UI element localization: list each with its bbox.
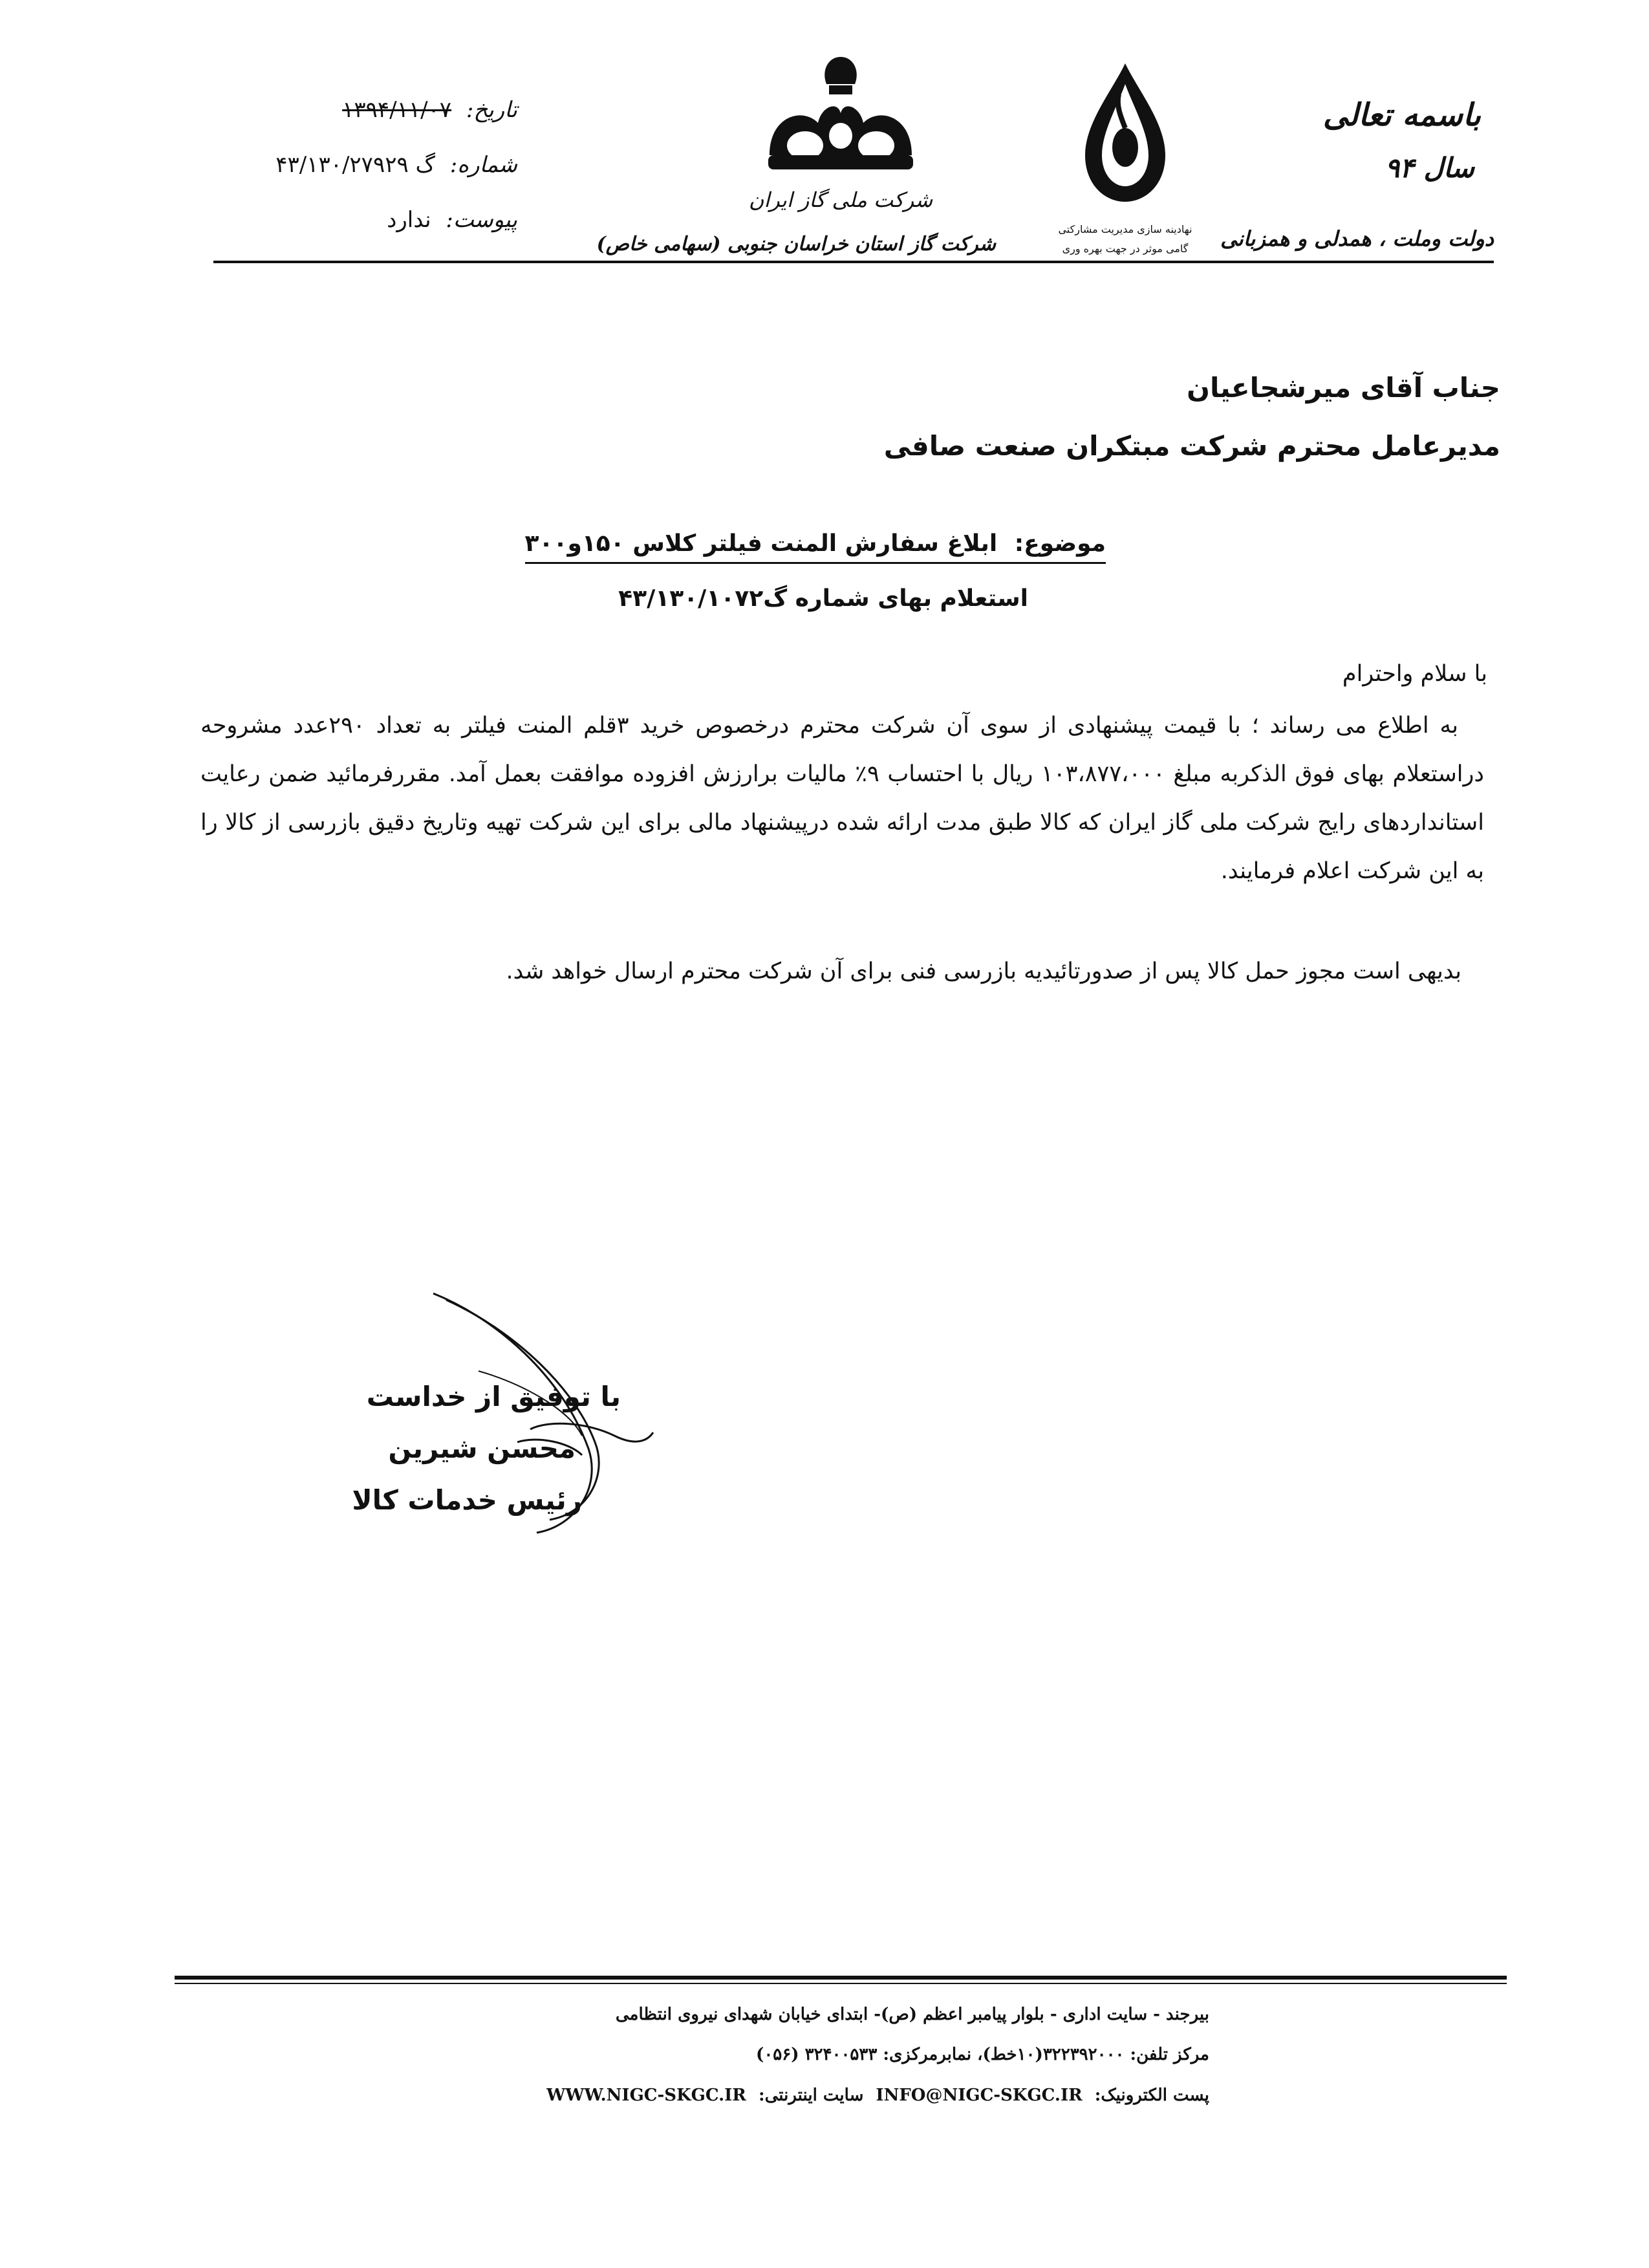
greeting: با سلام واحترام	[1342, 661, 1487, 687]
drop-logo	[1073, 58, 1177, 207]
attachment-value: ندارد	[387, 207, 431, 233]
footer-contact	[546, 2086, 1209, 2105]
motto-block	[1220, 97, 1494, 265]
date-value: ۱۳۹۴/۱۱/۰۷	[342, 97, 452, 123]
addressee-title: مدیرعامل محترم شرکت مبتکران صنعت صافی	[883, 430, 1500, 462]
subject-reference: استعلام بهای شماره گ۴۳/۱۳۰/۱۰۷۲	[618, 585, 1028, 612]
nigc-logo	[757, 52, 925, 181]
body-paragraph-1	[200, 702, 1484, 896]
addressee-name: جناب آقای میرشجاعیان	[1187, 372, 1500, 404]
motto-line-3: دولت وملت ، همدلی و همزبانی	[1220, 226, 1494, 251]
motto-line-2: سال ۹۴	[1385, 152, 1474, 184]
date-row	[342, 97, 517, 123]
subject-label: موضوع:	[1014, 530, 1106, 557]
header-divider	[213, 261, 1494, 263]
drop-logo-caption-2: گامی موثر در جهت بهره وری	[1062, 243, 1189, 255]
number-value: گ ۴۳/۱۳۰/۲۷۹۲۹	[275, 152, 435, 178]
footer-email[interactable]: INFO@NIGC-SKGC.IR	[876, 2086, 1083, 2105]
company-name-2: شرکت گاز استان خراسان جنوبی (سهامی خاص)	[596, 233, 996, 255]
footer-website[interactable]: WWW.NIGC-SKGC.IR	[546, 2086, 746, 2105]
subject-text: ابلاغ سفارش المنت فیلتر کلاس ۱۵۰و۳۰۰	[524, 530, 998, 557]
drop-logo-icon	[1073, 58, 1177, 207]
footer-phones: مرکز تلفن: ۳۲۲۳۹۲۰۰۰(۱۰خط)، نمابرمرکزی: ۳۲۴۰۰۵۳۳ (۰۵۶)	[756, 2045, 1209, 2064]
subject-line	[525, 530, 1106, 564]
signature-line-3: رئیس خدمات کالا	[352, 1484, 582, 1516]
footer-address: بیرجند - سایت اداری - بلوار پیامبر اعظم (ص)- ابتدای خیابان شهدای نیروی انتظامی	[615, 2005, 1209, 2024]
footer-rule-thin	[175, 1983, 1507, 1984]
nigc-logo-icon	[757, 52, 925, 181]
body-paragraph-2: بدیهی است مجوز حمل کالا پس از صدورتائیدیه بازرسی فنی برای آن شرکت محترم ارسال خواهد شد.	[506, 958, 1461, 984]
number-row	[275, 152, 517, 178]
signature-line-1: با توفیق از خداست	[366, 1381, 621, 1412]
footer-email-label: پست الکترونیک:	[1094, 2086, 1209, 2105]
footer-rule	[175, 1976, 1507, 1980]
attachment-label: پیوست:	[446, 207, 517, 233]
drop-logo-caption-1: نهادینه سازی مدیریت مشارکتی	[1058, 223, 1192, 235]
footer-website-label: سایت اینترنتی:	[758, 2086, 864, 2105]
date-label: تاریخ:	[466, 97, 517, 123]
number-label: شماره:	[449, 152, 517, 178]
body-paragraph-1-text: به اطلاع می رساند ؛ با قیمت پیشنهادی از سوی آن شرکت محترم درخصوص خرید ۳قلم المنت فیلتر به تعداد ۲۹۰عدد مشروحه دراستعلام بهای فوق الذکربه مبلغ ۱۰۳،۸۷۷،۰۰۰ ریال با احتساب ۹٪ مالیات برارزش افزوده موافقت بعمل آمد. مقررفرمائید ضمن رعایت استانداردهای رایج شرکت ملی گاز ایران که کالا طبق مدت ارائه شده درپیشنهاد مالی برای این شرکت تهیه وتاریخ دقیق بازرسی از کالا را به این شرکت اعلام فرمایند.	[200, 713, 1484, 884]
signature-line-2: محسن شیرین	[388, 1432, 576, 1464]
attachment-row	[387, 207, 517, 233]
company-name-1: شرکت ملی گاز ایران	[748, 188, 933, 212]
motto-line-1: باسمه تعالی	[1322, 97, 1481, 133]
meta-block	[194, 97, 517, 259]
